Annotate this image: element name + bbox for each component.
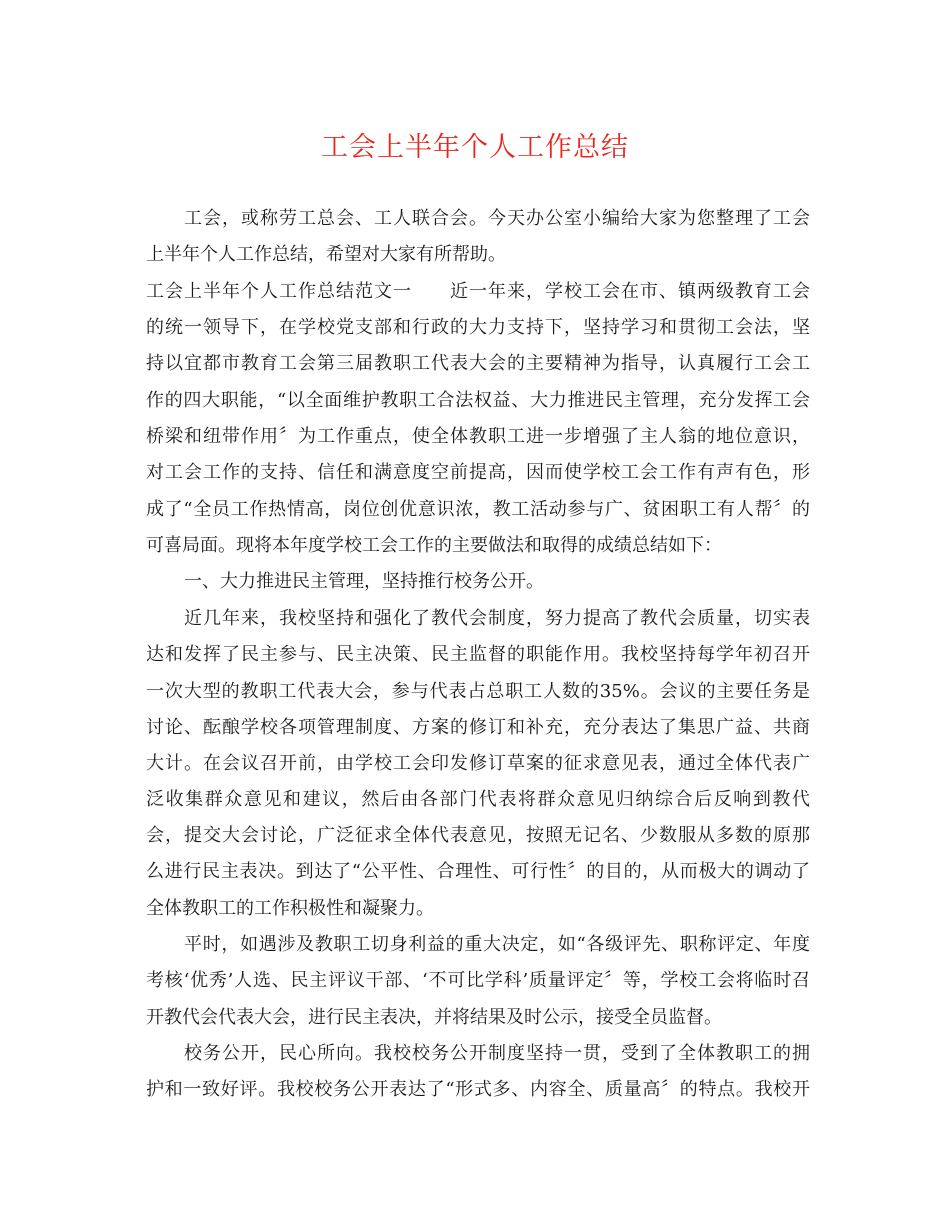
paragraph-line: 近几年来，我校坚持和强化了教代会制度，努力提高了教代会质量，切实表 (184, 608, 810, 629)
paragraph-line: 作的四大职能，“以全面维护教职工合法权益、大力推进民主管理，充分发挥工会 (146, 390, 810, 411)
paragraph-line: 对工会工作的支持、信任和满意度空前提高，因而使学校工会工作有声有色，形 (146, 462, 810, 483)
paragraph-line: 上半年个人工作总结，希望对大家有所帮助。 (146, 244, 506, 265)
paragraph-line: 一次大型的教职工代表大会，参与代表占总职工人数的35%。会议的主要任务是 (146, 681, 810, 702)
paragraph-line: 工会，或称劳工总会、工人联合会。今天办公室小编给大家为您整理了工会 (184, 208, 810, 229)
paragraph-line: 全体教职工的工作积极性和凝聚力。 (146, 898, 434, 919)
paragraph-line: 可喜局面。现将本年度学校工会工作的主要做法和取得的成绩总结如下： (146, 535, 722, 556)
paragraph-line: 大计。在会议召开前，由学校工会印发修订草案的征求意见表，通过全体代表广 (146, 753, 810, 774)
paragraph-line: 桥梁和纽带作用〞为工作重点，使全体教职工进一步增强了主人翁的地位意识， (146, 426, 810, 447)
paragraph-line: 么进行民主表决。到达了“公平性、合理性、可行性〞的目的，从而极大的调动了 (146, 861, 810, 882)
paragraph-line: 会，提交大会讨论，广泛征求全体代表意见，按照无记名、少数服从多数的原那 (146, 825, 810, 846)
paragraph-line: 护和一致好评。我校校务公开表达了“形式多、内容全、质量高〞的特点。我校开 (146, 1079, 810, 1100)
document-title: 工会上半年个人工作总结 (321, 132, 629, 163)
paragraph-line: 讨论、酝酿学校各项管理制度、方案的修订和补充，充分表达了集思广益、共商 (146, 717, 810, 738)
paragraph-line: 泛收集群众意见和建议，然后由各部门代表将群众意见归纳综合后反响到教代 (146, 789, 810, 810)
paragraph-line: 的统一领导下，在学校党支部和行政的大力支持下，坚持学习和贯彻工会法，坚 (146, 317, 810, 338)
paragraph-line: 平时，如遇涉及教职工切身利益的重大决定，如“各级评先、职称评定、年度 (184, 934, 810, 955)
paragraph-line: 达和发挥了民主参与、民主决策、民主监督的职能作用。我校坚持每学年初召开 (146, 644, 810, 665)
paragraph-line: 校务公开，民心所向。我校校务公开制度坚持一贯，受到了全体教职工的拥 (184, 1043, 810, 1064)
paragraph-line: 考核‘优秀’人选、民主评议干部、‘不可比学科’质量评定〞等，学校工会将临时召 (146, 970, 810, 991)
paragraph-line: 工会上半年个人工作总结范文一 近一年来，学校工会在市、镇两级教育工会 (146, 281, 810, 302)
section-heading: 一、大力推进民主管理，坚持推行校务公开。 (184, 571, 544, 592)
paragraph-line: 持以宜都市教育工会第三届教职工代表大会的主要精神为指导，认真履行工会工 (146, 353, 810, 374)
paragraph-line: 开教代会代表大会，进行民主表决，并将结果及时公示，接受全员监督。 (146, 1007, 722, 1028)
paragraph-line: 成了“全员工作热情高，岗位创优意识浓，教工活动参与广、贫困职工有人帮〞的 (146, 499, 810, 520)
